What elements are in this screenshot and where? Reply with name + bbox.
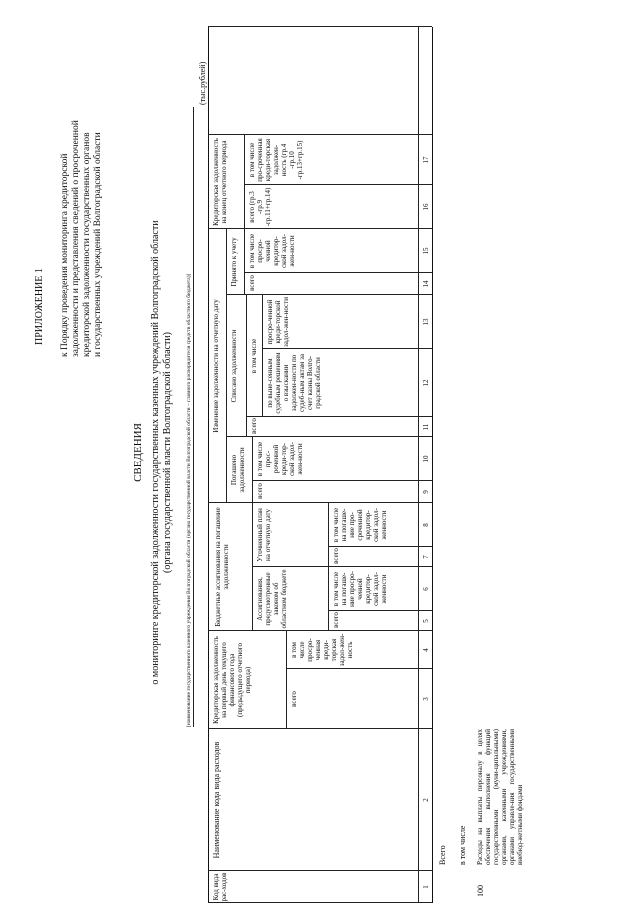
- col-line: [244, 272, 432, 273]
- header-debt-start: Кредиторская задолженность на первый день текущего финансового года (предыдущего отчетного периода): [212, 636, 252, 724]
- col-number: 10: [422, 455, 430, 463]
- header-incl-plan: в том числе на погаше-ние про-сроченной кредитор-ской задол-женности: [332, 507, 388, 543]
- appendix-text: [60, 27, 104, 357]
- row-name: Расходы на выплаты персоналу в целях обеспечения выполнения функций государственными (муни-ципальными) органами, казенными учреждениями, органами управле-ния государственными внебюд-жетными фондами: [476, 729, 524, 865]
- appendix-line: и государственных учреждений Волгоградской области: [93, 132, 103, 357]
- header-subline: [244, 135, 245, 229]
- col-number: 1: [422, 885, 430, 889]
- header-incl-accepted: в том числе просро-ченной кредитор-ской задол-жен-ности: [248, 233, 296, 269]
- header-change: Изменение задолженности на отчетную дату: [212, 299, 220, 433]
- col-line: [208, 902, 432, 903]
- row-total-name: Всего: [438, 845, 447, 865]
- col-number: 6: [422, 587, 430, 591]
- header-assign: Ассигнования, предусмотренные законом об областном бюджете: [256, 569, 288, 629]
- col-number: 4: [422, 648, 430, 652]
- col-line: [208, 502, 432, 503]
- units-label: (тыс.рублей): [198, 61, 207, 105]
- header-incl-end: в том числе про-сроченная креди-торская задолжен-ность (гр.4 -гр.10 -гр.13+гр.15): [248, 138, 304, 182]
- col-line: [246, 416, 432, 417]
- header-incl-overdue: в том числе просро-ченная креди-торская задол-жен-ность: [290, 633, 354, 667]
- header-total: всего: [332, 612, 340, 628]
- header-plan: Уточненный план на отчетную дату: [256, 508, 272, 562]
- col-number: 13: [422, 318, 430, 326]
- header-incl-label: в том числе: [250, 338, 258, 374]
- col-number: 16: [422, 203, 430, 211]
- col-line: [252, 480, 432, 481]
- header-incl-repaid: в том числе прос-роченной креди-тор-ской задол-жен-ности: [256, 441, 304, 477]
- col-number: 14: [422, 280, 430, 288]
- col-line: [208, 228, 432, 229]
- header-subline: [286, 631, 287, 729]
- col-number: 8: [422, 523, 430, 527]
- header-total: всего: [256, 483, 264, 499]
- header-incl-assign: в том числе на погаше-ние просро-ченной кредитор-ской задол-женности: [332, 571, 388, 607]
- col-number: 11: [422, 423, 430, 431]
- header-subline: [262, 295, 263, 417]
- col-line: [208, 728, 432, 729]
- col-line: [208, 26, 432, 27]
- table-top-border: [208, 27, 209, 903]
- appendix-line: задолженности и представления сведений о просроченной: [71, 120, 81, 357]
- org-name-line: [наименование государственного казенного учреждения Волгоградской области (органа государственной власти Волгоградской области – главного распорядителя средств областного бюджета)]: [186, 107, 194, 727]
- header-total: всего: [332, 548, 340, 564]
- col-line: [328, 610, 432, 611]
- header-accepted: Принято к учету: [230, 237, 238, 287]
- col-line: [252, 566, 432, 567]
- header-name: Наименование кода вида расходов: [212, 741, 221, 859]
- header-total: всего: [248, 275, 256, 291]
- header-total-end: всего (гр.3 -гр.9 -гр.11+гр.14): [248, 187, 272, 227]
- header-bottom-border: [418, 27, 419, 903]
- col-number: 2: [422, 798, 430, 802]
- col-line: [208, 630, 432, 631]
- col-line: [328, 546, 432, 547]
- header-incl-written-overdue: просро-ченной креди-торской задол-жен-ности: [266, 297, 290, 347]
- header-total: всего: [290, 691, 298, 707]
- col-number: 15: [422, 247, 430, 255]
- col-line: [262, 348, 432, 349]
- document-title: СВЕДЕНИЯ: [132, 423, 144, 482]
- header-subline: [246, 295, 247, 437]
- header-debt-end: Кредиторская задолженность на конец отчетного периода: [212, 138, 228, 226]
- header-budget: Бюджетные ассигнования на погашение задолженности: [214, 507, 230, 627]
- document-subtitle-2: (органа государственной власти Волгоградской области): [162, 332, 173, 574]
- col-line: [244, 184, 432, 185]
- col-number: 17: [422, 156, 430, 164]
- header-code: Код вида рас-ходов: [212, 872, 228, 902]
- header-incl-court: по выне-сенным судебным решениям о взыскании задолжен-ности по судеб-ным актам за счет казны Волго-градской области: [266, 352, 322, 414]
- header-subline: [252, 437, 253, 503]
- col-number: 9: [422, 490, 430, 494]
- row-incl-name: в том числе: [458, 825, 467, 865]
- col-line: [226, 294, 432, 295]
- row-code: 100: [476, 885, 485, 897]
- colnum-bottom-border: [432, 27, 433, 903]
- col-number: 7: [422, 555, 430, 559]
- col-line: [208, 134, 432, 135]
- header-repaid: Погашено задолженности: [230, 447, 246, 493]
- header-subline: [226, 229, 227, 503]
- header-subline: [252, 503, 253, 631]
- header-subline: [328, 503, 329, 631]
- appendix-line: к Порядку проведения мониторинга кредиторской: [60, 153, 70, 357]
- appendix-line: кредиторской задолженности государственных органов: [82, 132, 92, 357]
- document-subtitle: о мониторинге кредиторской задолженности государственных казенных учреждений Волгоградской области: [150, 220, 161, 685]
- col-number: 12: [422, 379, 430, 387]
- col-line: [208, 870, 432, 871]
- col-number: 3: [422, 697, 430, 701]
- col-line: [286, 668, 432, 669]
- col-line: [226, 436, 432, 437]
- header-total: всего: [250, 418, 258, 434]
- header-written: Списано задолженности: [230, 329, 238, 403]
- header-subline: [244, 229, 245, 295]
- appendix-title: ПРИЛОЖЕНИЕ 1: [34, 268, 45, 345]
- col-number: 5: [422, 619, 430, 623]
